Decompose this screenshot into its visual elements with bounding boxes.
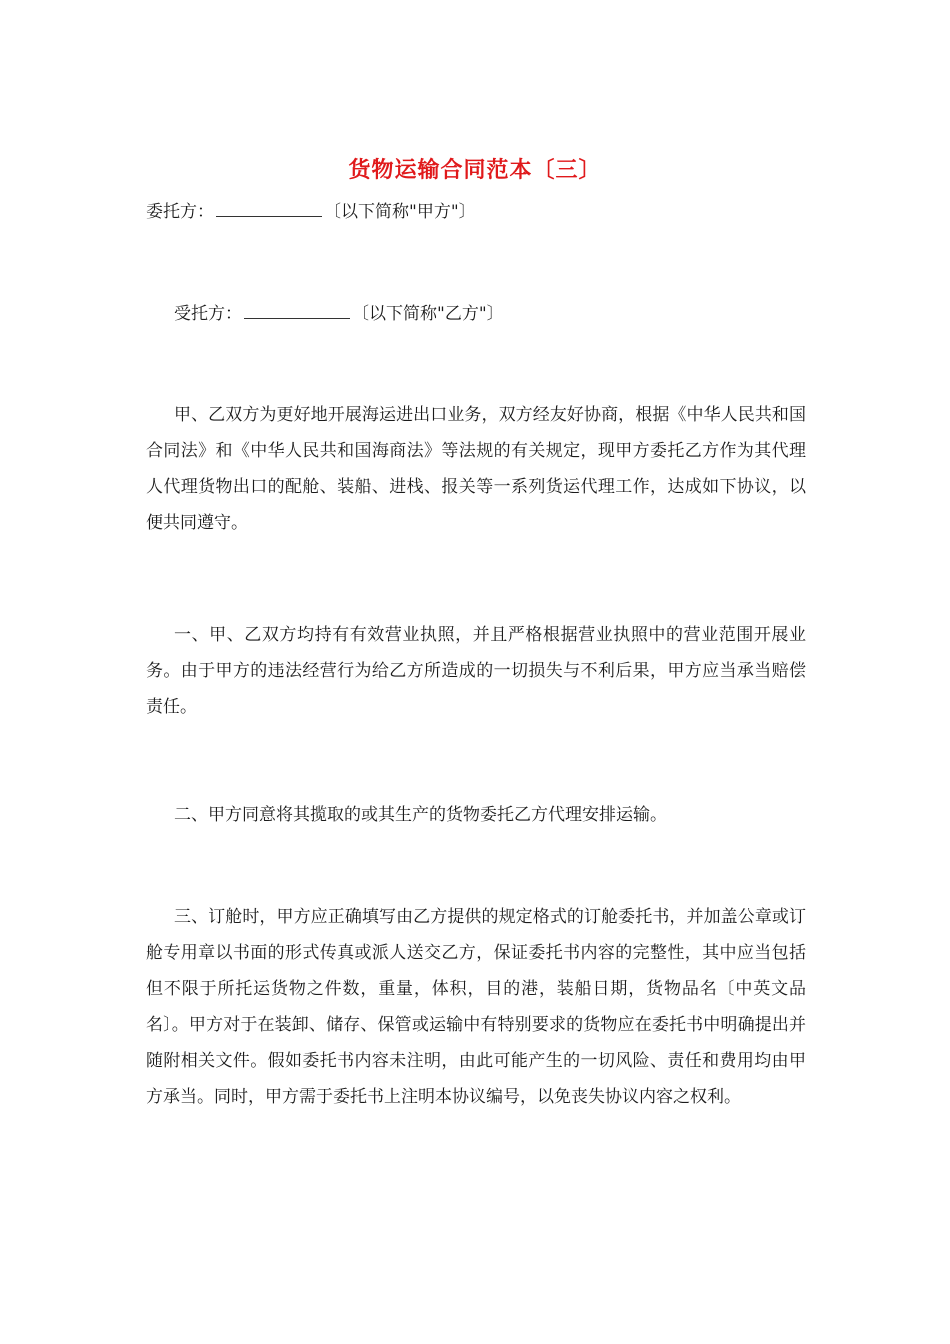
- paragraph-clause-3: 三、订舱时，甲方应正确填写由乙方提供的规定格式的订舱委托书，并加盖公章或订舱专用章以书面的形式传真或派人送交乙方，保证委托书内容的完整性，其中应当包括但不限于所托运货物之件数，重量，体积，目的港，装船日期，货物品名〔中英文品名〕。甲方对于在装卸、储存、保管或运输中有特别要求的货物应在委托书中明确提出并随附相关文件。假如委托书内容未注明，由此可能产生的一切风险、责任和费用均由甲方承当。同时，甲方需于委托书上注明本协议编号，以免丧失协议内容之权利。: [146, 907, 806, 1107]
- agent-line: [174, 302, 504, 326]
- document-title: 货物运输合同范本〔三〕: [348, 157, 602, 183]
- agent-label: 受托方：: [174, 304, 242, 324]
- client-name-blank: [216, 200, 322, 217]
- client-note: 〔以下简称"甲方"〕: [324, 202, 476, 222]
- paragraph-clause-2: 二、甲方同意将其揽取的或其生产的货物委托乙方代理安排运输。: [174, 805, 667, 825]
- client-label: 委托方：: [146, 202, 214, 222]
- paragraph-clause-1: 一、甲、乙双方均持有有效营业执照，并且严格根据营业执照中的营业范围开展业务。由于甲方的违法经营行为给乙方所造成的一切损失与不利后果，甲方应当承当赔偿责任。: [146, 625, 806, 717]
- agent-note: 〔以下简称"乙方"〕: [352, 304, 504, 324]
- agent-name-blank: [244, 302, 350, 319]
- paragraph-preamble: 甲、乙双方为更好地开展海运进出口业务，双方经友好协商，根据《中华人民共和国合同法》和《中华人民共和国海商法》等法规的有关规定，现甲方委托乙方作为其代理人代理货物出口的配舱、装船、进栈、报关等一系列货运代理工作，达成如下协议，以便共同遵守。: [146, 405, 806, 533]
- client-line: [146, 200, 476, 224]
